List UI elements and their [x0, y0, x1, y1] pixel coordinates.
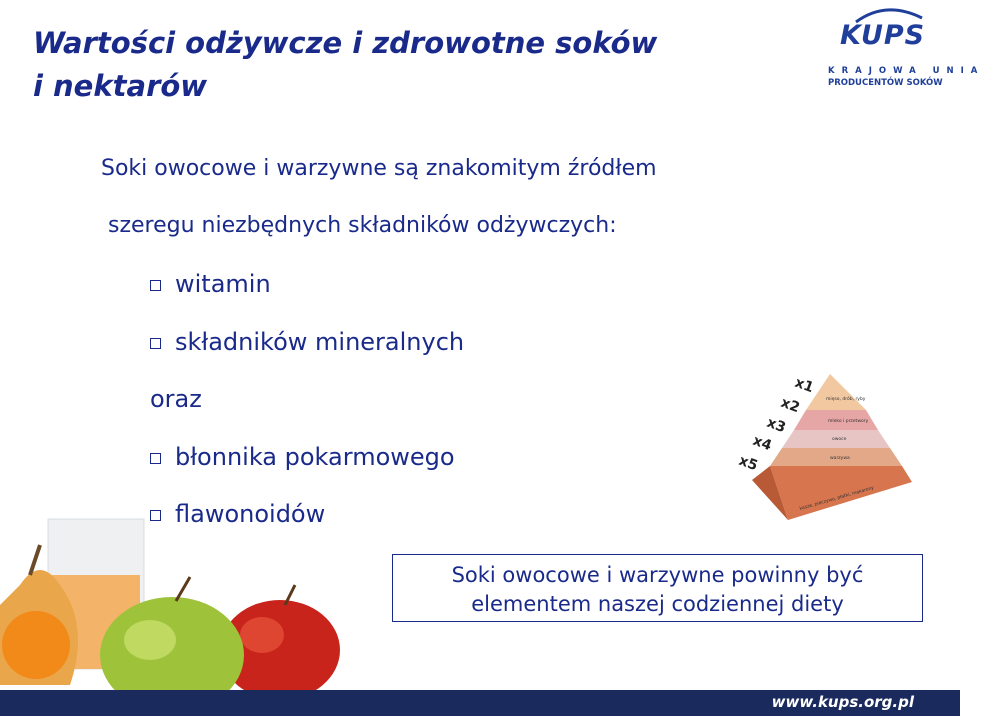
- bullet-label: witamin: [175, 270, 271, 298]
- pyramid-level-label: owoce: [832, 437, 847, 442]
- bullet-label: błonnika pokarmowego: [175, 443, 455, 471]
- intro-line-1: Soki owocowe i warzywne są znakomitym źródłem: [101, 156, 657, 181]
- pyramid-level-label: warzywa: [830, 456, 850, 461]
- checkbox-bullet-icon: [150, 280, 161, 291]
- callout-box: [392, 554, 923, 622]
- pyramid-multiplier: x1: [792, 374, 816, 397]
- callout-line-1: Soki owocowe i warzywne powinny być: [451, 563, 864, 587]
- fruits-illustration: [0, 515, 340, 690]
- pyramid-level-label: mleko i przetwory: [828, 419, 869, 424]
- logo-brand: KUPS: [840, 20, 926, 51]
- orange-icon: [2, 611, 70, 679]
- pyramid-level-1: [806, 374, 866, 410]
- title-line-1: Wartości odżywcze i zdrowotne soków: [33, 26, 658, 60]
- page-title: [33, 22, 657, 108]
- bullet-label: składników mineralnych: [175, 328, 465, 356]
- pyramid-multiplier: x4: [750, 432, 774, 455]
- bullet-label: flawonoidów: [175, 500, 326, 528]
- logo-subtitle-1: KRAJOWA UNIA: [828, 66, 984, 76]
- bullet-item: [150, 328, 464, 356]
- logo-subtitle-2: PRODUCENTÓW SOKÓW: [828, 78, 943, 88]
- connector-text: oraz: [150, 385, 202, 413]
- kups-logo: [826, 6, 984, 90]
- title-line-2: i nektarów: [33, 69, 208, 103]
- pyramid-multiplier: x2: [778, 394, 802, 417]
- bullet-item: [150, 270, 271, 298]
- bullet-item: [150, 443, 455, 471]
- food-pyramid: [730, 370, 920, 530]
- pyramid-multiplier: x3: [764, 414, 788, 437]
- footer-bar: [0, 690, 960, 716]
- pyramid-level-label: kasze, pieczywo, płatki, makarony: [799, 485, 875, 512]
- checkbox-bullet-icon: [150, 338, 161, 349]
- pyramid-level-5: [770, 466, 912, 520]
- pyramid-multiplier: x5: [736, 452, 760, 475]
- callout-line-2: elementem naszej codziennej diety: [471, 592, 844, 616]
- intro-line-2: szeregu niezbędnych składników odżywczych:: [108, 213, 617, 238]
- pyramid-level-label: mięso, drób, ryby: [826, 397, 866, 402]
- checkbox-bullet-icon: [150, 453, 161, 464]
- footer-url[interactable]: www.kups.org.pl: [771, 693, 914, 711]
